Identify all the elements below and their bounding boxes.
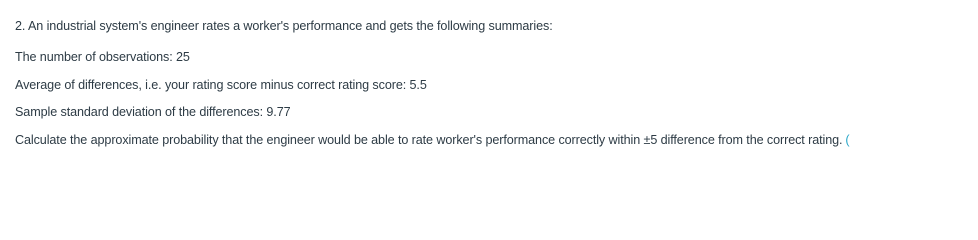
- question-prompt: 2. An industrial system's engineer rates a worker's performance and gets the following summaries:: [15, 19, 553, 33]
- observations-text: The number of observations: 25: [15, 50, 190, 64]
- task-text: Calculate the approximate probability that the engineer would be able to rate worker's performance correctly within ±5 difference from the correct rating.: [15, 133, 843, 147]
- std-deviation-text: Sample standard deviation of the differences: 9.77: [15, 105, 291, 119]
- answer-paren: (: [845, 133, 850, 147]
- task-line: [15, 132, 850, 148]
- average-differences-text: Average of differences, i.e. your rating score minus correct rating score: 5.5: [15, 78, 427, 92]
